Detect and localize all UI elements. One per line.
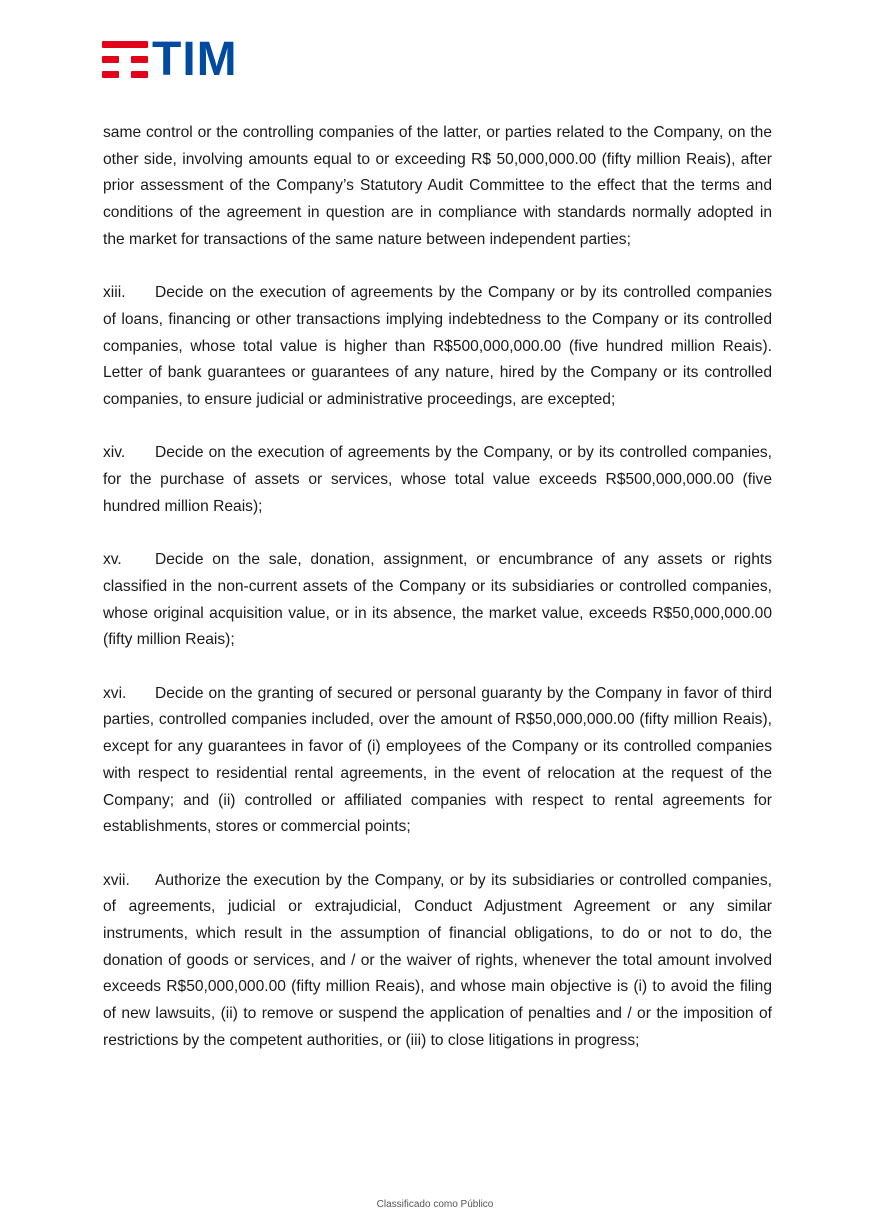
clause-text: Decide on the execution of agreements by the Company, or by its controlled companies, for the purchase of assets or services, whose total value exceeds R$500,000,000.00 (five hundred million Reais); xyxy=(103,444,772,515)
clause-xiv xyxy=(103,440,772,520)
tim-logo-mark-icon xyxy=(102,41,148,79)
tim-logo xyxy=(102,33,238,86)
document-body xyxy=(103,120,772,1081)
classification-footer: Classificado como Público xyxy=(376,1199,494,1210)
clause-text: Decide on the sale, donation, assignment, or encumbrance of any assets or rights classified in the non-current assets of the Company or its subsidiaries or controlled companies, whose original acquisition value, or in its absence, the market value, exceeds R$50,000,000.00 (fifty million Reais); xyxy=(103,551,772,649)
clause-number: xiii. xyxy=(103,284,126,302)
clause-xiii xyxy=(103,280,772,414)
clause-text: Decide on the granting of secured or personal guaranty by the Company in favor of third parties, controlled companies included, over the amount of R$50,000,000.00 (fifty million Reais), except for any guarantees in favor of (i) employees of the Company or its controlled companies with respect to residential rental agreements, in the event of relocation at the request of the Company; and (ii) controlled or affiliated companies with respect to rental agreements for establishments, stores or commercial points; xyxy=(103,684,772,836)
intro-paragraph: same control or the controlling companies of the latter, or parties related to the Company, on the other side, involving amounts equal to or exceeding R$ 50,000,000.00 (fifty million Reais), after prior assessment of the Company’s Statutory Audit Committee to the effect that the terms and conditions of the agreement in question are in compliance with standards normally adopted in the market for transactions of the same nature between independent parties; xyxy=(103,124,772,248)
clause-xvi xyxy=(103,681,772,841)
clause-text: Authorize the execution by the Company, or by its subsidiaries or controlled companies, of agreements, judicial or extrajudicial, Conduct Adjustment Agreement or any similar instruments, which result in the assumption of financial obligations, to do or not to do, the donation of goods or services, and / or the waiver of rights, whenever the total amount involved exceeds R$50,000,000.00 (fifty million Reais), and whose main objective is (i) to avoid the filing of new lawsuits, (ii) to remove or suspend the application of penalties and / or the imposition of restrictions by the competent authorities, or (iii) to close litigations in progress; xyxy=(103,871,772,1049)
clause-number: xv. xyxy=(103,551,122,569)
logo-text: TIM xyxy=(152,33,238,86)
clause-text: Decide on the execution of agreements by the Company or by its controlled companies of loans, financing or other transactions implying indebtedness to the Company or its controlled companies, whose total value is higher than R$500,000,000.00 (five hundred million Reais). Letter of bank guarantees or guarantees of any nature, hired by the Company or its controlled companies, to ensure judicial or administrative proceedings, are excepted; xyxy=(103,284,772,409)
clause-number: xvi. xyxy=(103,684,127,702)
clause-xvii xyxy=(103,868,772,1055)
clause-number: xiv. xyxy=(103,444,126,462)
clause-number: xvii. xyxy=(103,871,130,889)
clause-xv xyxy=(103,547,772,654)
